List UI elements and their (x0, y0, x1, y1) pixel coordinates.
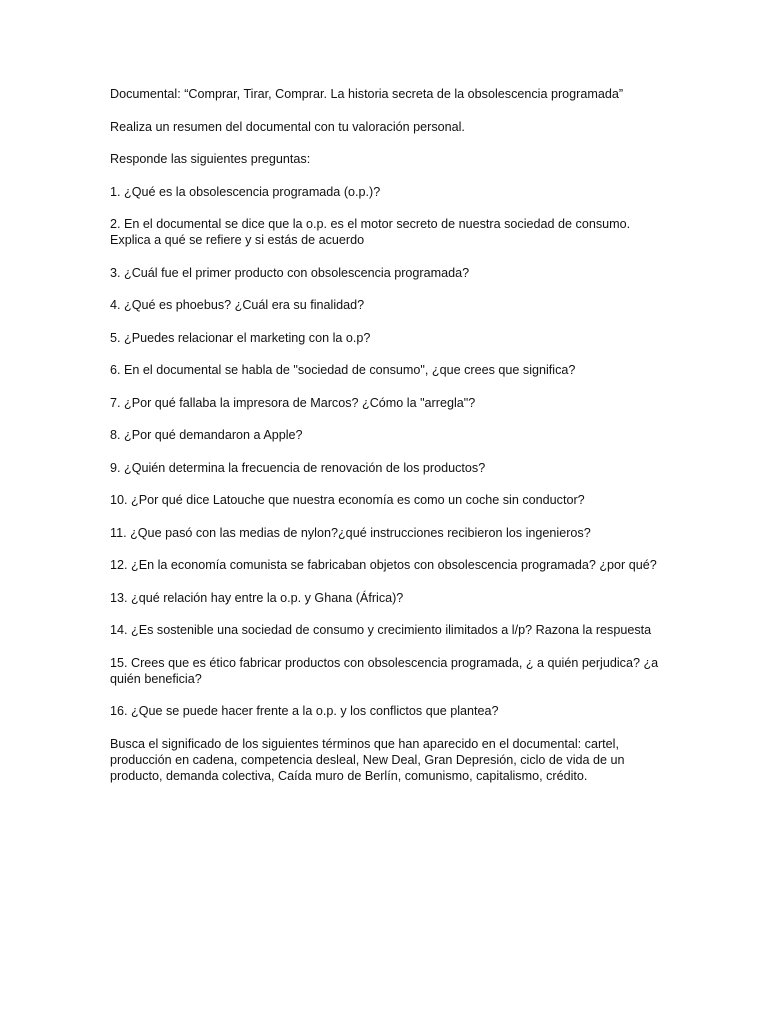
question-item: 5. ¿Puedes relacionar el marketing con la o.p? (110, 330, 371, 345)
document-title: Documental: “Comprar, Tirar, Comprar. La historia secreta de la obsolescencia programada” (110, 87, 624, 101)
question-item: 8. ¿Por qué demandaron a Apple? (110, 428, 303, 442)
question-item: 12. ¿En la economía comunista se fabricaban objetos con obsolescencia programada? ¿por qué? (110, 558, 657, 572)
question-item: 15. Crees que es ético fabricar productos con obsolescencia programada, ¿ a quién perjudica? ¿a quién beneficia? (110, 655, 659, 686)
glossary-instruction: Busca el significado de los siguientes términos que han aparecido en el documental: cartel, producción en cadena, competencia desleal, New Deal, Gran Depresión, ciclo de vida de un producto, demanda colectiva, Caída muro de Berlín, comunismo, capitalismo, crédito. (110, 736, 625, 783)
question-item: 10. ¿Por qué dice Latouche que nuestra economía es como un coche sin conductor? (110, 493, 585, 507)
question-list (110, 184, 670, 720)
question-item: 9. ¿Quién determina la frecuencia de renovación de los productos? (110, 460, 486, 475)
questions-intro: Responde las siguientes preguntas: (110, 152, 311, 166)
question-item: 16. ¿Que se puede hacer frente a la o.p. y los conflictos que plantea? (110, 704, 499, 718)
question-item: 1. ¿Qué es la obsolescencia programada (o.p.)? (110, 184, 381, 199)
question-item: 6. En el documental se habla de "sociedad de consumo", ¿que crees que significa? (110, 363, 576, 377)
question-item: 3. ¿Cuál fue el primer producto con obsolescencia programada? (110, 265, 470, 280)
document-body (110, 86, 670, 800)
question-item: 2. En el documental se dice que la o.p. es el motor secreto de nuestra sociedad de consumo. Explica a qué se refiere y si estás de acuerdo (110, 217, 631, 247)
question-item: 13. ¿qué relación hay entre la o.p. y Ghana (África)? (110, 590, 404, 605)
summary-instruction: Realiza un resumen del documental con tu valoración personal. (110, 119, 465, 134)
question-item: 4. ¿Qué es phoebus? ¿Cuál era su finalidad? (110, 298, 365, 312)
question-item: 7. ¿Por qué fallaba la impresora de Marcos? ¿Cómo la "arregla"? (110, 395, 476, 410)
question-item: 14. ¿Es sostenible una sociedad de consumo y crecimiento ilimitados a l/p? Razona la respuesta (110, 623, 652, 637)
question-item: 11. ¿Que pasó con las medias de nylon?¿qué instrucciones recibieron los ingenieros? (110, 525, 591, 540)
